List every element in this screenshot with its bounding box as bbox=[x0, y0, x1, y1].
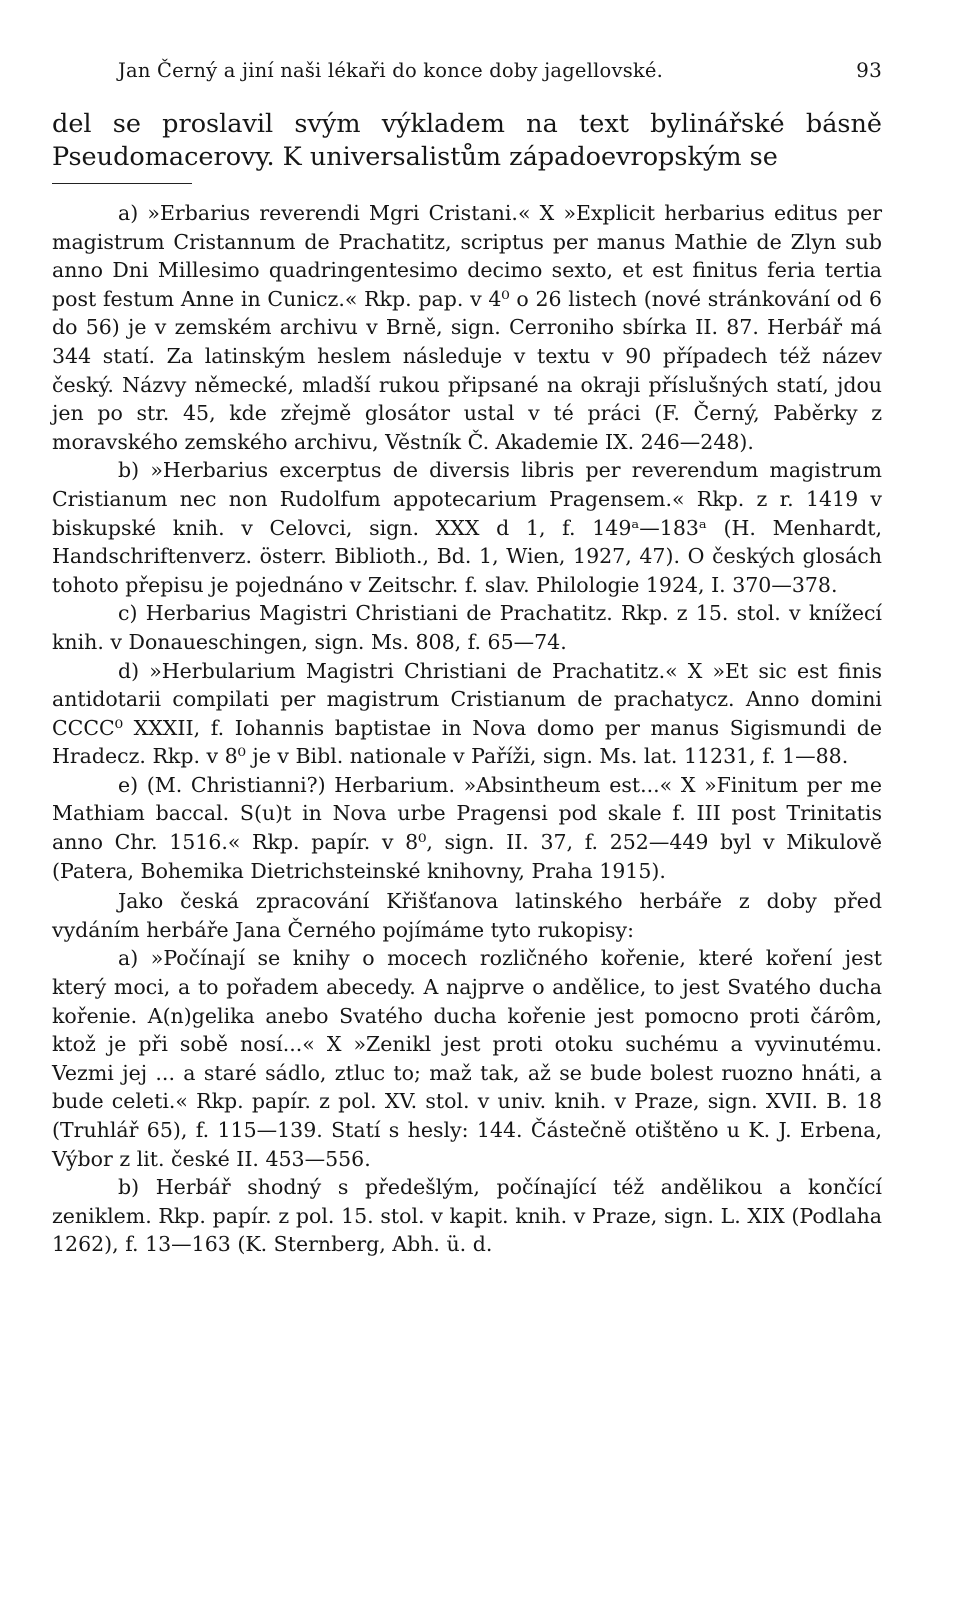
czech-version-a: a) »Počínají se knihy o mocech rozličného kořenie, které koření jest který moci, a to pořadem abecedy. A najprve o andělice, to jest Svatého ducha kořenie. A(n)gelika anebo Svatého ducha kořenie jest pomocno proti čárôm, ktož je při sobě nosí...« X »Zenikl jest proti otoku suchému a vyvinutému. Vezmi jej ... a staré sádlo, ztluc to; maž tak, až se bude bolest ruozno hnáti, a bude celeti.« Rkp. papír. z pol. XV. stol. v univ. knih. v Praze, sign. XVII. B. 18 (Truhlář 65), f. 115—139. Statí s hesly: 144. Částečně otištěno u K. J. Erbena, Výbor z lit. české II. 453—556. bbox=[52, 946, 882, 1171]
footnote-separator bbox=[52, 183, 192, 184]
footnote-c: c) Herbarius Magistri Christiani de Prachatitz. Rkp. z 15. stol. v knížecí knih. v Donaueschingen, sign. Ms. 808, f. 65—74. bbox=[52, 601, 882, 654]
footnote-e: e) (M. Christianni?) Herbarium. »Absintheum est...« X »Finitum per me Mathiam baccal. S(u)t in Nova urbe Pragensi pod skale f. III post Trinitatis anno Chr. 1516.« Rkp. papír. v 8⁰, sign. II. 37, f. 252—449 byl v Mikulově (Patera, Bohemika Dietrichsteinské knihovny, Praha 1915). bbox=[52, 772, 882, 883]
running-title: Jan Černý a jiní naši lékaři do konce doby jagellovské. bbox=[118, 59, 664, 82]
page-header bbox=[52, 58, 882, 94]
main-text bbox=[52, 108, 882, 174]
footnotes-section bbox=[52, 199, 882, 1259]
czech-versions-intro: Jako česká zpracování Křišťanova latinského herbáře z doby před vydáním herbáře Jana Černého pojímáme tyto rukopisy: bbox=[52, 889, 882, 942]
footnote-d: d) »Herbularium Magistri Christiani de Prachatitz.« X »Et sic est finis antidotarii compilati per magistrum Cristianum de prachatycz. Anno domini CCCC⁰ XXXII, f. Iohannis baptistae in Nova domo per manus Sigismundi de Hradecz. Rkp. v 8⁰ je v Bibl. nationale v Paříži, sign. Ms. lat. 11231, f. 1—88. bbox=[52, 658, 882, 769]
czech-version-b: b) Herbář shodný s předešlým, počínající též andělikou a končící zeniklem. Rkp. papír. z pol. 15. stol. v kapit. knih. v Praze, sign. L. XIX (Podlaha 1262), f. 13—163 (K. Sternberg, Abh. ü. d. bbox=[52, 1175, 882, 1257]
footnote-b: b) »Herbarius excerptus de diversis libris per reverendum magistrum Cristianum nec non Rudolfum appotecarium Pragensem.« Rkp. z r. 1419 v biskupské knih. v Celovci, sign. XXX d 1, f. 149ᵃ—183ᵃ (H. Menhardt, Handschriftenverz. österr. Biblioth., Bd. 1, Wien, 1927, 47). O českých glosách tohoto přepisu je pojednáno v Zeitschr. f. slav. Philologie 1924, I. 370—378. bbox=[52, 458, 882, 597]
intro-paragraph: del se proslavil svým výkladem na text bylinářské básně Pseudomacerovy. K universalistům západoevropským se bbox=[52, 109, 882, 172]
footnote-a: a) »Erbarius reverendi Mgri Cristani.« X »Explicit herbarius editus per magistrum Cristannum de Prachatitz, scriptus per manus Mathie de Zlyn sub anno Dni Millesimo quadringentesimo decimo sexto, et est finitus feria tertia post festum Anne in Cunicz.« Rkp. pap. v 4⁰ o 26 listech (nové stránkování od 6 do 56) je v zemském archivu v Brně, sign. Cerroniho sbírka II. 87. Herbář má 344 statí. Za latinským heslem následuje v textu v 90 případech též název český. Názvy německé, mladší rukou připsané na okraji příslušných statí, jdou jen po str. 45, kde zřejmě glosátor ustal v té práci (F. Černý, Paběrky z moravského zemského archivu, Věstník Č. Akademie IX. 246—248). bbox=[52, 201, 882, 454]
page-number: 93 bbox=[856, 58, 882, 82]
